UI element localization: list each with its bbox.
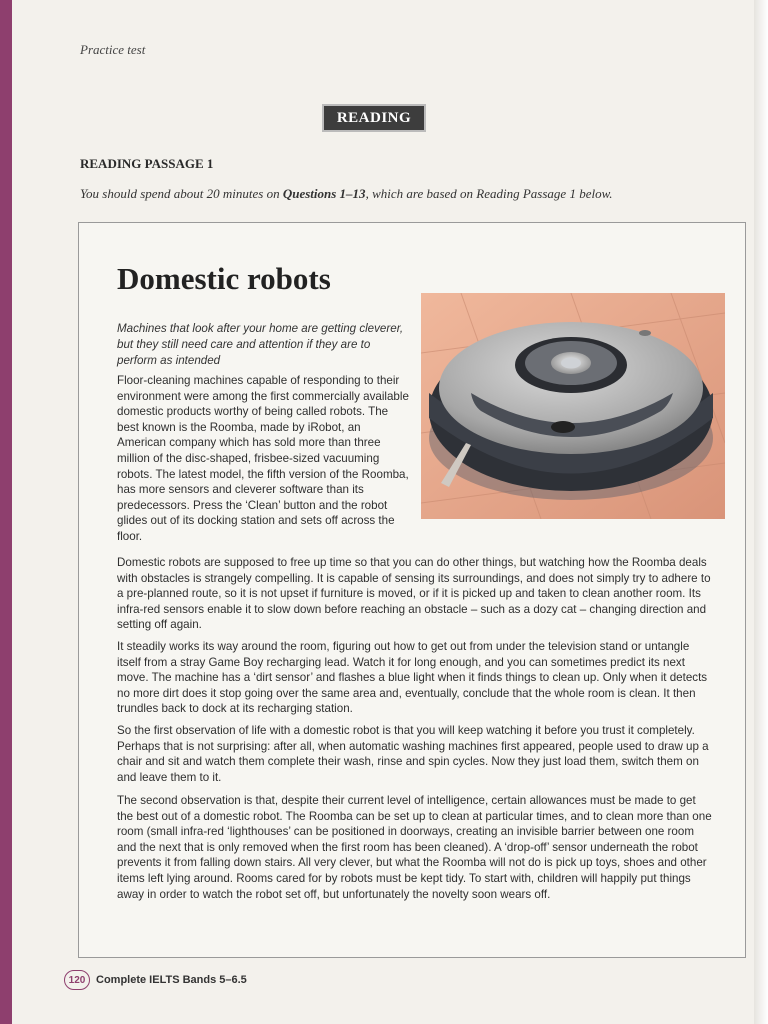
instruction-questions: Questions 1–13 (282, 186, 366, 201)
header-label: Practice test (80, 42, 146, 57)
instruction-text (80, 186, 613, 202)
paragraph-2: Domestic robots are supposed to free up time so that you can do other things, but watching how the Roomba deals with obstacles is strangely compelling. It is capable of sensing its surroundings, and does not simply try to adhere to a pre-planned route, so it is not upset if furniture is moved, or if it is picked up and taken to clean another room. Its infra-red sensors enable it to slow down before reaching an obstacle – such as a dozy cat – changing direction and setting off again. (117, 556, 711, 632)
page-edge-right (754, 0, 768, 1024)
page-edge-bar (0, 0, 12, 1024)
passage-heading: READING PASSAGE 1 (80, 156, 214, 171)
paragraph-1: Floor-cleaning machines capable of responding to their environment were among the first commercially available domestic products worthy of being called robots. The best known is the Roomba, made by iRobot, an American company which has sold more than three million of the disc-shaped, frisbee-sized vacuuming robots. The latest model, the fifth version of the Roomba, has more sensors and cleverer software than its predecessors. Press the ‘Clean’ button and the robot glides out of its docking station and sets off across the floor. (117, 374, 409, 543)
robot-vacuum-photo (421, 293, 725, 519)
paragraph-4: So the first observation of life with a domestic robot is that you will keep watching it before you trust it completely. Perhaps that is not surprising: after all, when automatic washing machines first appeared, people used to draw up a chair and sit and watch them complete their wash, rinse and spin cycles. Now they just load them, switch them on and leave them to it. (117, 724, 709, 784)
page-number: 120 (64, 970, 90, 990)
section-banner: READING (322, 104, 426, 132)
article-title: Domestic robots (117, 261, 331, 296)
page-footer (64, 970, 247, 990)
article-standfirst: Machines that look after your home are getting cleverer, but they still need care and attention if they are to perform as intended (117, 322, 404, 367)
paragraph-3: It steadily works its way around the room, figuring out how to get out from under the television stand or untangle itself from a stray Game Boy recharging lead. Watch it for long enough, and you can sometimes predict its next move. The machine has a ‘dirt sensor’ and flashes a blue light when it finds things to clean up. Only when it detects no more dirt does it stop going over the same area and, eventually, conclude that the whole room is clean. It then trundles back to dock at its recharging station. (117, 640, 708, 716)
passage-box (78, 222, 746, 958)
paragraph-5: The second observation is that, despite their current level of intelligence, certain allowances must be made to get the best out of a domestic robot. The Roomba can be set up to clean at particular times, and to clean more than one room (small infra-red ‘lighthouses’ can be positioned in doorways, creating an invisible barrier between one room and the next that is only removed when the first room has been cleaned). A ‘drop-off’ sensor underneath the robot prevents it from falling down stairs. All very clever, but what the Roomba will not do is pick up toys, shoes and other items left lying around. Rooms cared for by robots must be kept tidy. To start with, children will happily put things away in order to watch the robot set off, but unfortunately the novelty soon wears off. (117, 794, 712, 901)
book-title: Complete IELTS Bands 5–6.5 (96, 974, 247, 986)
instruction-pre: You should spend about 20 minutes on (80, 186, 283, 201)
instruction-post: , which are based on Reading Passage 1 below. (365, 186, 613, 201)
